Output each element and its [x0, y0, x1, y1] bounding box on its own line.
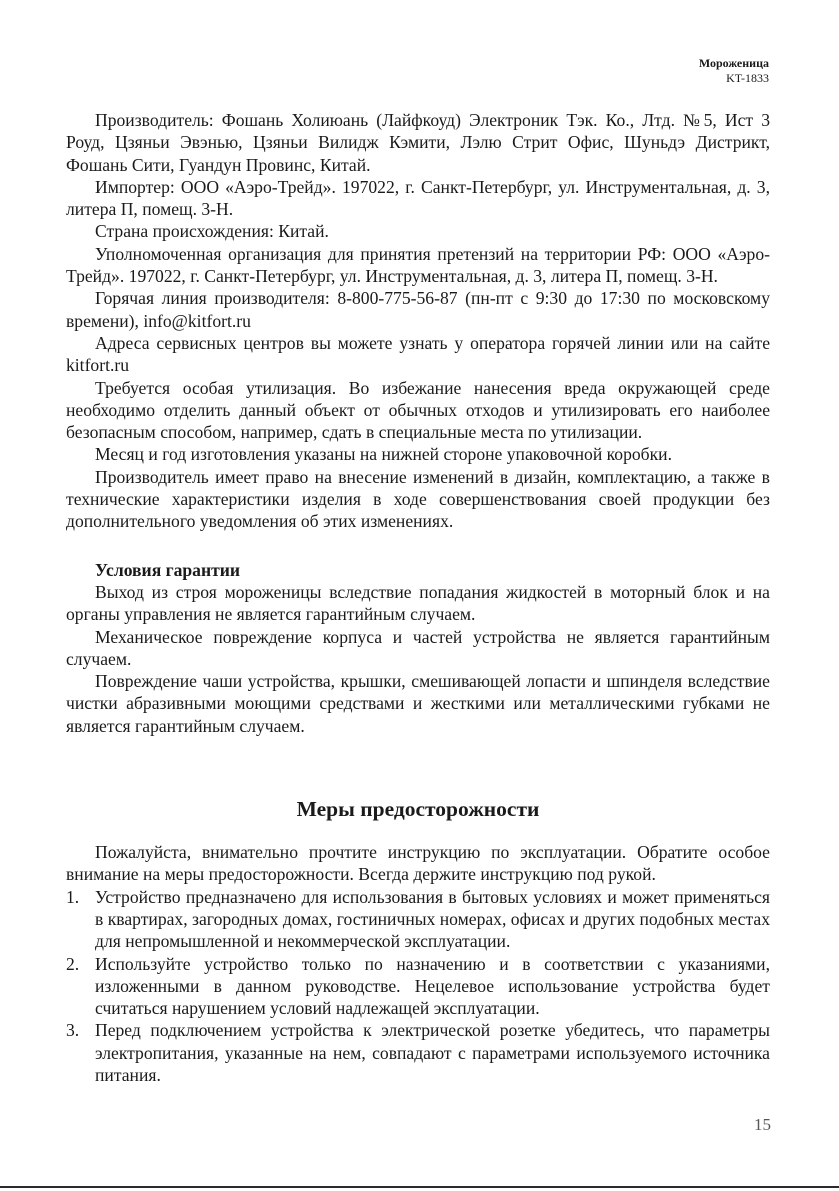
model-number: KT-1833 [726, 71, 769, 85]
list-item-number: 2. [66, 953, 80, 974]
bottom-divider [0, 1186, 839, 1188]
list-item [66, 886, 770, 953]
importer-paragraph: Импортер: ООО «Аэро-Трейд». 197022, г. Санкт-Петербург, ул. Инструментальная, д. 3, литера П, помещ. 3-Н. [66, 176, 770, 220]
precautions-title: Меры предосторожности [296, 797, 540, 822]
list-item-text: Перед подключением устройства к электрической розетке убедитесь, что параметры электропитания, указанные на нем, совпадают с параметрами используемого источника питания. [95, 1020, 770, 1085]
list-item [66, 1019, 770, 1086]
warranty-paragraph: Повреждение чаши устройства, крышки, смешивающей лопасти и шпинделя вследствие чистки абразивными моющими средствами и жесткими или металлическими губками не является гарантийным случаем. [66, 671, 770, 736]
warranty-paragraph: Механическое повреждение корпуса и частей устройства не является гарантийным случаем. [66, 626, 770, 669]
list-item-text: Устройство предназначено для использования в бытовых условиях и может применяться в квартирах, загородных домах, гостиничных номерах, офисах и других подобных местах для непромышленной и некоммерческой эксплуатации. [95, 886, 770, 952]
page-content [66, 109, 770, 1086]
claims-org-paragraph: Уполномоченная организация для принятия претензий на территории РФ: ООО «Аэро-Трейд». 197022, г. Санкт-Петербург, ул. Инструментальная, д. 3, литера П, помещ. 3-Н. [66, 243, 770, 287]
hotline-paragraph: Горячая линия производителя: 8-800-775-56-87 (пн-пт с 9:30 до 17:30 по московскому времени), info@kitfort.ru [66, 288, 770, 331]
disposal-paragraph: Требуется особая утилизация. Во избежание нанесения вреда окружающей среде необходимо отделить данный объект от обычных отходов и утилизировать его наиболее безопасным способом, например, сдать в специальные места по утилизации. [66, 377, 770, 443]
list-item-text: Используйте устройство только по назначению и в соответствии с указаниями, изложенными в данном руководстве. Нецелевое использование устройства будет считаться нарушением условий надлежащей эксплуатации. [95, 953, 770, 1019]
list-item-number: 3. [66, 1020, 80, 1041]
warranty-heading: Условия гарантии [95, 559, 241, 580]
precautions-list [66, 886, 770, 1087]
manufacture-date-paragraph: Месяц и год изготовления указаны на нижней стороне упаковочной коробки. [95, 444, 672, 465]
service-centers-paragraph: Адреса сервисных центров вы можете узнать у оператора горячей линии или на сайте kitfort.ru [66, 332, 770, 376]
list-item-number: 1. [66, 886, 80, 907]
precautions-intro: Пожалуйста, внимательно прочтите инструкцию по эксплуатации. Обратите особое внимание на меры предосторожности. Всегда держите инструкцию под рукой. [66, 842, 770, 885]
page-header [699, 56, 769, 86]
page-number: 15 [754, 1115, 771, 1134]
changes-paragraph: Производитель имеет право на внесение изменений в дизайн, комплектацию, а также в технические характеристики изделия в ходе совершенствования своей продукции без дополнительного уведомления об этих изменениях. [66, 466, 770, 532]
country-paragraph: Страна происхождения: Китай. [95, 221, 329, 242]
list-item [66, 953, 770, 1020]
manufacturer-paragraph: Производитель: Фошань Холиюань (Лайфкоуд) Электроник Тэк. Ко., Лтд. №5, Ист 3 Роуд, Цзяньи Эвэнью, Цзяньи Вилидж Кэмити, Лэлю Стрит Офис, Шуньдэ Дистрикт, Фошань Сити, Гуандун Провинс, Китай. [66, 110, 770, 175]
warranty-paragraph: Выход из строя мороженицы вследствие попадания жидкостей в моторный блок и на органы управления не является гарантийным случаем. [66, 581, 770, 625]
product-name: Мороженица [698, 56, 769, 70]
